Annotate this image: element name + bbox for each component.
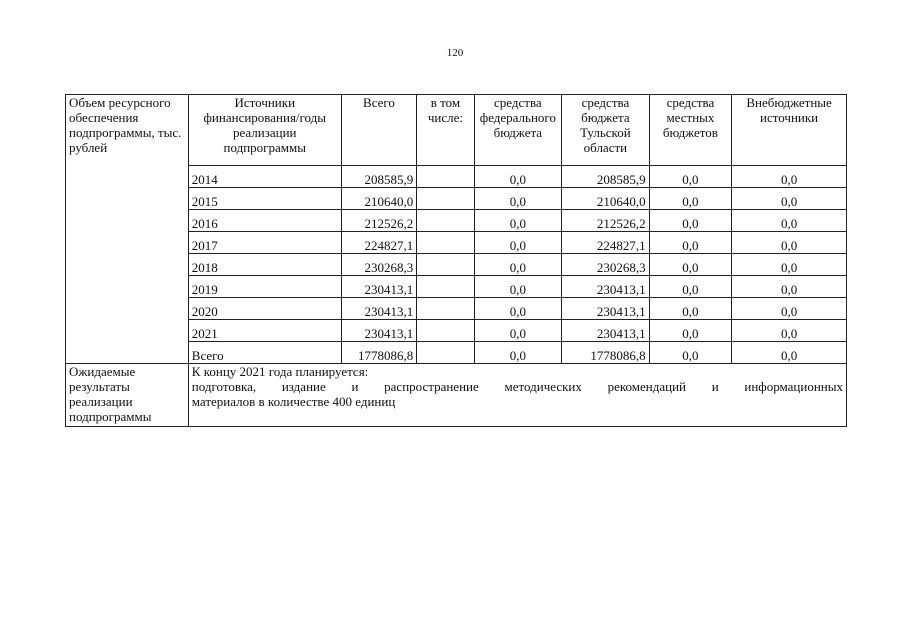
- row-total: 230413,1: [341, 276, 416, 298]
- resources-label: Объем ресурсного обеспечения подпрограммы, тыс. рублей: [66, 95, 189, 364]
- row-total: 210640,0: [341, 188, 416, 210]
- row-year: Всего: [188, 342, 341, 364]
- results-label: Ожидаемые результаты реализации подпрограммы: [66, 364, 189, 427]
- row-local: 0,0: [649, 320, 732, 342]
- row-year: 2016: [188, 210, 341, 232]
- row-total: 224827,1: [341, 232, 416, 254]
- row-year: 2017: [188, 232, 341, 254]
- header-including: в том числе:: [417, 95, 474, 166]
- row-extra: 0,0: [732, 320, 847, 342]
- row-extra: 0,0: [732, 254, 847, 276]
- row-federal: 0,0: [474, 210, 562, 232]
- row-local: 0,0: [649, 254, 732, 276]
- row-extra: 0,0: [732, 232, 847, 254]
- row-regional: 208585,9: [562, 166, 650, 188]
- results-text-line: К концу 2021 года планируется:: [191, 364, 369, 379]
- row-regional: 224827,1: [562, 232, 650, 254]
- row-including: [417, 188, 474, 210]
- row-federal: 0,0: [474, 320, 562, 342]
- results-text: [188, 364, 846, 427]
- results-text-line: подготовка, издание и распространение методических рекомендаций и информационных: [191, 379, 843, 394]
- row-regional: 1778086,8: [562, 342, 650, 364]
- resource-table: [65, 94, 847, 427]
- row-federal: 0,0: [474, 232, 562, 254]
- row-extra: 0,0: [732, 166, 847, 188]
- row-including: [417, 232, 474, 254]
- row-year: 2014: [188, 166, 341, 188]
- row-total: 208585,9: [341, 166, 416, 188]
- row-federal: 0,0: [474, 276, 562, 298]
- header-federal: средства федерального бюджета: [474, 95, 562, 166]
- row-including: [417, 166, 474, 188]
- row-year: 2019: [188, 276, 341, 298]
- row-regional: 230413,1: [562, 298, 650, 320]
- row-local: 0,0: [649, 342, 732, 364]
- row-local: 0,0: [649, 188, 732, 210]
- row-including: [417, 276, 474, 298]
- results-text-line: материалов в количестве 400 единиц: [191, 394, 396, 409]
- row-extra: 0,0: [732, 298, 847, 320]
- results-row: [66, 364, 847, 427]
- row-year: 2020: [188, 298, 341, 320]
- header-row: [66, 95, 847, 166]
- header-regional: средства бюджета Тульской области: [562, 95, 650, 166]
- row-federal: 0,0: [474, 342, 562, 364]
- row-local: 0,0: [649, 210, 732, 232]
- row-regional: 212526,2: [562, 210, 650, 232]
- row-total: 230268,3: [341, 254, 416, 276]
- row-including: [417, 210, 474, 232]
- page-number: 120: [446, 47, 464, 59]
- row-year: 2018: [188, 254, 341, 276]
- row-federal: 0,0: [474, 188, 562, 210]
- row-year: 2021: [188, 320, 341, 342]
- row-local: 0,0: [649, 166, 732, 188]
- row-regional: 230268,3: [562, 254, 650, 276]
- row-extra: 0,0: [732, 276, 847, 298]
- header-local: средства местных бюджетов: [649, 95, 732, 166]
- row-total: 230413,1: [341, 298, 416, 320]
- row-including: [417, 320, 474, 342]
- row-including: [417, 342, 474, 364]
- row-federal: 0,0: [474, 298, 562, 320]
- row-total: 212526,2: [341, 210, 416, 232]
- row-regional: 210640,0: [562, 188, 650, 210]
- header-total: Всего: [341, 95, 416, 166]
- row-extra: 0,0: [732, 188, 847, 210]
- row-year: 2015: [188, 188, 341, 210]
- row-regional: 230413,1: [562, 276, 650, 298]
- row-regional: 230413,1: [562, 320, 650, 342]
- row-total: 1778086,8: [341, 342, 416, 364]
- row-local: 0,0: [649, 298, 732, 320]
- row-including: [417, 254, 474, 276]
- header-sources: Источники финансирования/годы реализации подпрограммы: [188, 95, 341, 166]
- row-including: [417, 298, 474, 320]
- row-local: 0,0: [649, 232, 732, 254]
- row-extra: 0,0: [732, 210, 847, 232]
- row-total: 230413,1: [341, 320, 416, 342]
- row-federal: 0,0: [474, 166, 562, 188]
- row-extra: 0,0: [732, 342, 847, 364]
- row-federal: 0,0: [474, 254, 562, 276]
- header-extra: Внебюджетные источники: [732, 95, 847, 166]
- row-local: 0,0: [649, 276, 732, 298]
